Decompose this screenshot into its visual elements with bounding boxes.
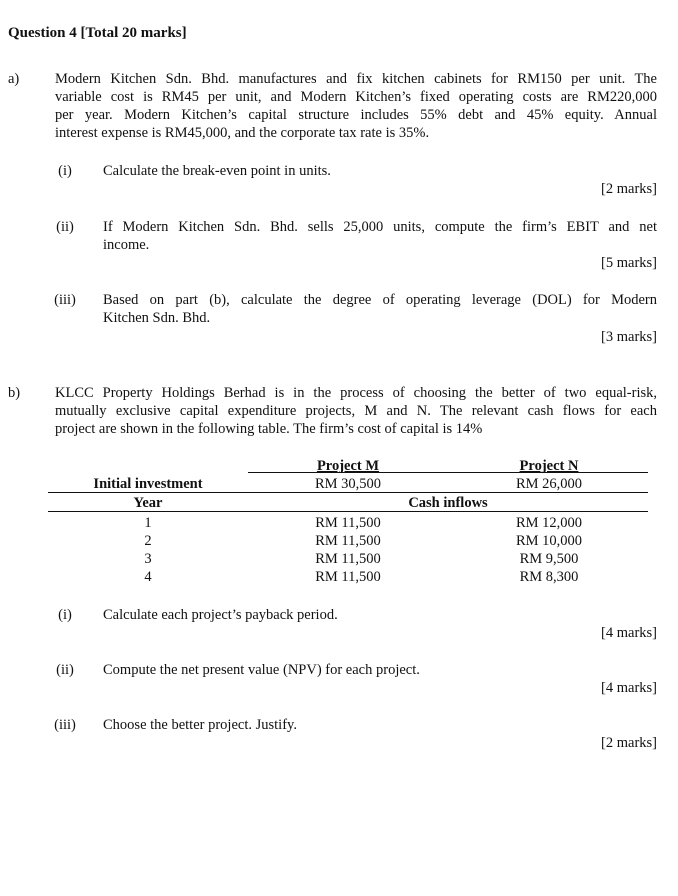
- table-rule: [48, 511, 648, 512]
- question-number: (ii): [56, 219, 74, 235]
- question-number: (i): [58, 607, 72, 623]
- table-cell-m: RM 11,500: [315, 533, 381, 549]
- initial-investment-n: RM 26,000: [515, 476, 583, 492]
- question-text: Compute the net present value (NPV) for each project.: [103, 662, 420, 678]
- paragraph-line: project are shown in the following table. The firm’s cost of capital is 14%: [55, 421, 483, 437]
- question-line: If Modern Kitchen Sdn. Bhd. sells 25,000 units, compute the firm’s EBIT and net: [103, 219, 657, 235]
- table-rule: [248, 472, 648, 473]
- question-title: Question 4 [Total 20 marks]: [8, 25, 187, 41]
- table-cell-m: RM 11,500: [315, 551, 381, 567]
- marks-label: [3 marks]: [601, 329, 657, 345]
- year-header: Year: [133, 495, 163, 511]
- table-cell-n: RM 10,000: [515, 533, 583, 549]
- question-number: (iii): [54, 292, 76, 308]
- paragraph-line: Modern Kitchen Sdn. Bhd. manufactures and fix kitchen cabinets for RM150 per unit. The: [55, 71, 657, 87]
- marks-label: [2 marks]: [601, 181, 657, 197]
- question-number: (ii): [56, 662, 74, 678]
- question-text: [103, 218, 657, 254]
- initial-investment-m: RM 30,500: [314, 476, 382, 492]
- table-cell-year: 4: [144, 569, 152, 585]
- paragraph-line: mutually exclusive capital expenditure projects, M and N. The relevant cash flows for each: [55, 403, 657, 419]
- question-number: (iii): [54, 717, 76, 733]
- paragraph-line: per year. Modern Kitchen’s capital structure includes 55% debt and 45% equity. Annual: [55, 107, 657, 123]
- paragraph-line: KLCC Property Holdings Berhad is in the process of choosing the better of two equal-risk,: [55, 385, 657, 401]
- paragraph-line: interest expense is RM45,000, and the corporate tax rate is 35%.: [55, 125, 430, 141]
- paragraph-line: variable cost is RM45 per unit, and Modern Kitchen’s fixed operating costs are RM220,000: [55, 89, 657, 105]
- part-b-label: b): [8, 385, 21, 401]
- question-number: (i): [58, 163, 72, 179]
- marks-label: [5 marks]: [601, 255, 657, 271]
- marks-label: [4 marks]: [601, 625, 657, 641]
- table-cell-m: RM 11,500: [315, 569, 381, 585]
- part-b-paragraph: [55, 384, 657, 438]
- marks-label: [4 marks]: [601, 680, 657, 696]
- table-cell-year: 3: [144, 551, 152, 567]
- question-text: Calculate each project’s payback period.: [103, 607, 338, 623]
- cash-inflows-header: Cash inflows: [408, 495, 488, 511]
- project-n-header: Project N: [519, 458, 579, 474]
- table-cell-year: 2: [144, 533, 152, 549]
- marks-label: [2 marks]: [601, 735, 657, 751]
- question-text: Calculate the break-even point in units.: [103, 163, 331, 179]
- question-text: Choose the better project. Justify.: [103, 717, 297, 733]
- table-cell-m: RM 11,500: [315, 515, 381, 531]
- question-line: Based on part (b), calculate the degree of operating leverage (DOL) for Modern: [103, 292, 657, 308]
- initial-investment-label: Initial investment: [93, 476, 203, 492]
- table-cell-year: 1: [144, 515, 152, 531]
- part-a-label: a): [8, 71, 20, 87]
- part-a-paragraph: [55, 70, 657, 142]
- project-m-header: Project M: [316, 458, 380, 474]
- question-line: income.: [103, 237, 150, 253]
- table-cell-n: RM 12,000: [515, 515, 583, 531]
- table-cell-n: RM 9,500: [519, 551, 579, 567]
- question-text: [103, 291, 657, 327]
- question-line: Kitchen Sdn. Bhd.: [103, 310, 211, 326]
- table-cell-n: RM 8,300: [519, 569, 579, 585]
- table-rule: [48, 492, 648, 493]
